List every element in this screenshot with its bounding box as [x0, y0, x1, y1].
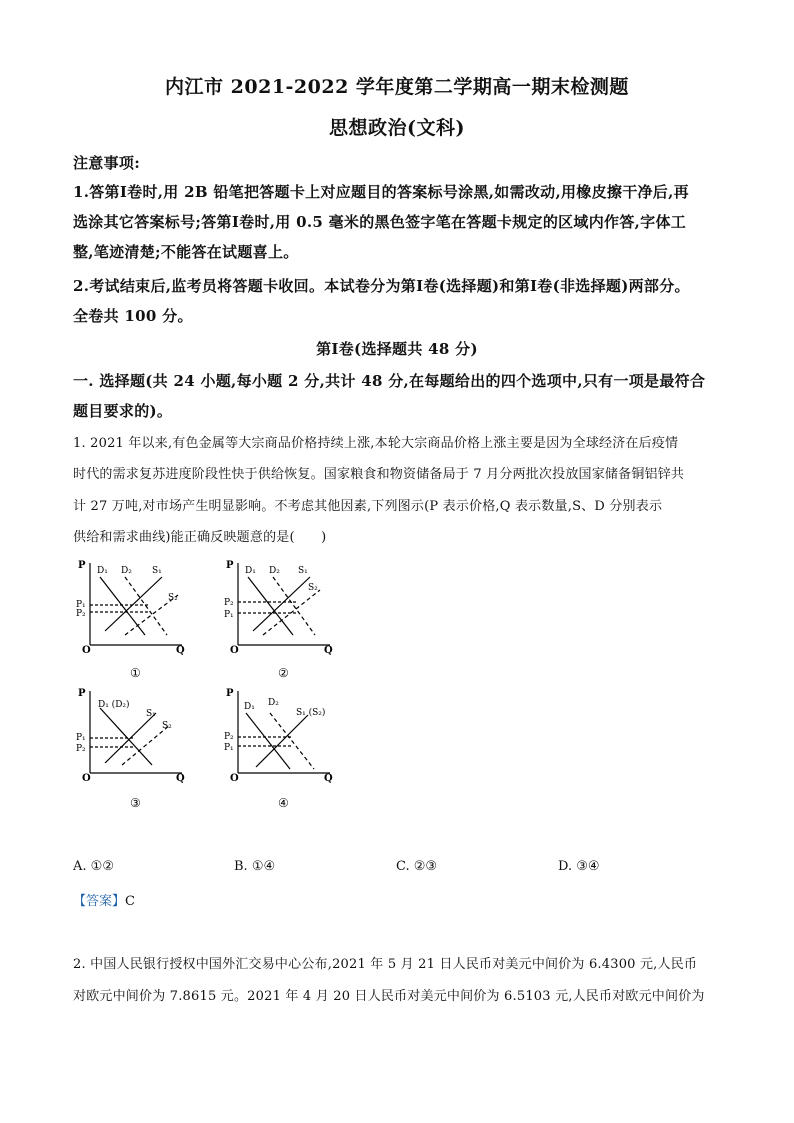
- supply-demand-graph-4: [218, 683, 343, 813]
- svg-text:Q: Q: [176, 773, 185, 784]
- svg-text:S₂: S₂: [168, 593, 178, 603]
- svg-text:P: P: [226, 560, 234, 571]
- svg-text:P: P: [78, 688, 86, 699]
- svg-text:D₁: D₁: [244, 702, 255, 712]
- supply-demand-graph-1: [70, 555, 195, 685]
- question-1-line: 1. 2021 年以来,有色金属等大宗商品价格持续上涨,本轮大宗商品价格上涨主要是因为全球经济在后疫情: [73, 436, 679, 451]
- svg-text:O: O: [82, 645, 91, 656]
- svg-text:S₂: S₂: [308, 583, 318, 593]
- demand-curve-d1: [100, 577, 145, 635]
- notes-line: 1.答第Ⅰ卷时,用 2B 铅笔把答题卡上对应题目的答案标号涂黑,如需改动,用橡皮擦干净后,再: [73, 183, 689, 201]
- svg-text:D₂: D₂: [268, 698, 279, 708]
- svg-text:P₁: P₁: [224, 743, 234, 753]
- svg-text:D₁: D₁: [245, 566, 256, 576]
- section-title: 第Ⅰ卷(选择题共 48 分): [316, 340, 478, 358]
- supply-demand-graph-2: [218, 555, 343, 685]
- svg-text:P₂: P₂: [224, 732, 234, 742]
- svg-text:P₁: P₁: [76, 733, 86, 743]
- answer: [73, 890, 135, 909]
- svg-text:O: O: [230, 645, 239, 656]
- option-c[interactable]: C. ②③: [396, 859, 438, 874]
- section-instruction: 题目要求的)。: [73, 402, 173, 420]
- svg-text:D₂: D₂: [121, 566, 132, 576]
- svg-text:P₂: P₂: [224, 598, 234, 608]
- svg-text:P₂: P₂: [76, 744, 86, 754]
- page-title: 内江市 2021-2022 学年度第二学期高一期末检测题: [165, 76, 629, 98]
- supply-curve-s1: [105, 577, 162, 631]
- graph-caption: ②: [278, 666, 289, 680]
- notes-heading: 注意事项:: [73, 154, 141, 172]
- supply-demand-graph-3: [70, 683, 195, 813]
- answer-tag: 【答案】: [73, 894, 126, 909]
- svg-text:Q: Q: [324, 645, 333, 656]
- page-subtitle: 思想政治(文科): [329, 117, 465, 139]
- svg-text:S₂: S₂: [162, 721, 172, 731]
- notes-line: 选涂其它答案标号;答第Ⅰ卷时,用 0.5 毫米的黑色签字笔在答题卡规定的区域内作答,字体工: [73, 213, 687, 231]
- question-1-line: 时代的需求复苏进度阶段性快于供给恢复。国家粮食和物资储备局于 7 月分两批次投放国家储备铜铝锌共: [73, 467, 685, 482]
- option-b[interactable]: B. ①④: [234, 859, 276, 874]
- question-2-line: 对欧元中间价为 7.8615 元。2021 年 4 月 20 日人民币对美元中间价为 6.5103 元,人民币对欧元中间价为: [73, 989, 705, 1004]
- graph-caption: ③: [130, 796, 141, 810]
- svg-text:P₁: P₁: [76, 600, 86, 610]
- question-1-line: 计 27 万吨,对市场产生明显影响。不考虑其他因素,下列图示(P 表示价格,Q 表示数量,S、D 分别表示: [73, 499, 663, 514]
- svg-text:O: O: [82, 773, 91, 784]
- section-instruction: 一. 选择题(共 24 小题,每小题 2 分,共计 48 分,在每题给出的四个选项中,只有一项是最符合: [73, 372, 706, 390]
- question-2-line: 2. 中国人民银行授权中国外汇交易中心公布,2021 年 5 月 21 日人民币对美元中间价为 6.4300 元,人民币: [73, 957, 698, 972]
- question-1-line: 供给和需求曲线)能正确反映题意的是( ): [73, 530, 327, 545]
- svg-text:S₁: S₁: [298, 566, 308, 576]
- svg-text:S₁: S₁: [146, 709, 156, 719]
- svg-text:P: P: [78, 560, 86, 571]
- notes-line: 全卷共 100 分。: [73, 307, 193, 325]
- svg-text:Q: Q: [176, 645, 185, 656]
- answer-value: C: [125, 894, 135, 909]
- notes-line: 2.考试结束后,监考员将答题卡收回。本试卷分为第Ⅰ卷(选择题)和第Ⅰ卷(非选择题)两部分。: [73, 277, 690, 295]
- svg-text:P₂: P₂: [76, 609, 86, 619]
- svg-text:O: O: [230, 773, 239, 784]
- option-d[interactable]: D. ③④: [558, 859, 600, 874]
- graph-caption: ④: [278, 796, 289, 810]
- svg-text:D₁ (D₂): D₁ (D₂): [98, 700, 130, 710]
- option-a[interactable]: A. ①②: [73, 859, 114, 874]
- svg-text:P₁: P₁: [224, 610, 234, 620]
- svg-text:Q: Q: [324, 773, 333, 784]
- svg-text:D₁: D₁: [97, 566, 108, 576]
- svg-text:D₂: D₂: [269, 566, 280, 576]
- graph-caption: ①: [130, 666, 141, 680]
- svg-text:S₁ (S₂): S₁ (S₂): [296, 708, 326, 718]
- svg-text:S₁: S₁: [152, 566, 162, 576]
- svg-text:P: P: [226, 688, 234, 699]
- notes-line: 整,笔迹清楚;不能答在试题喜上。: [73, 243, 299, 261]
